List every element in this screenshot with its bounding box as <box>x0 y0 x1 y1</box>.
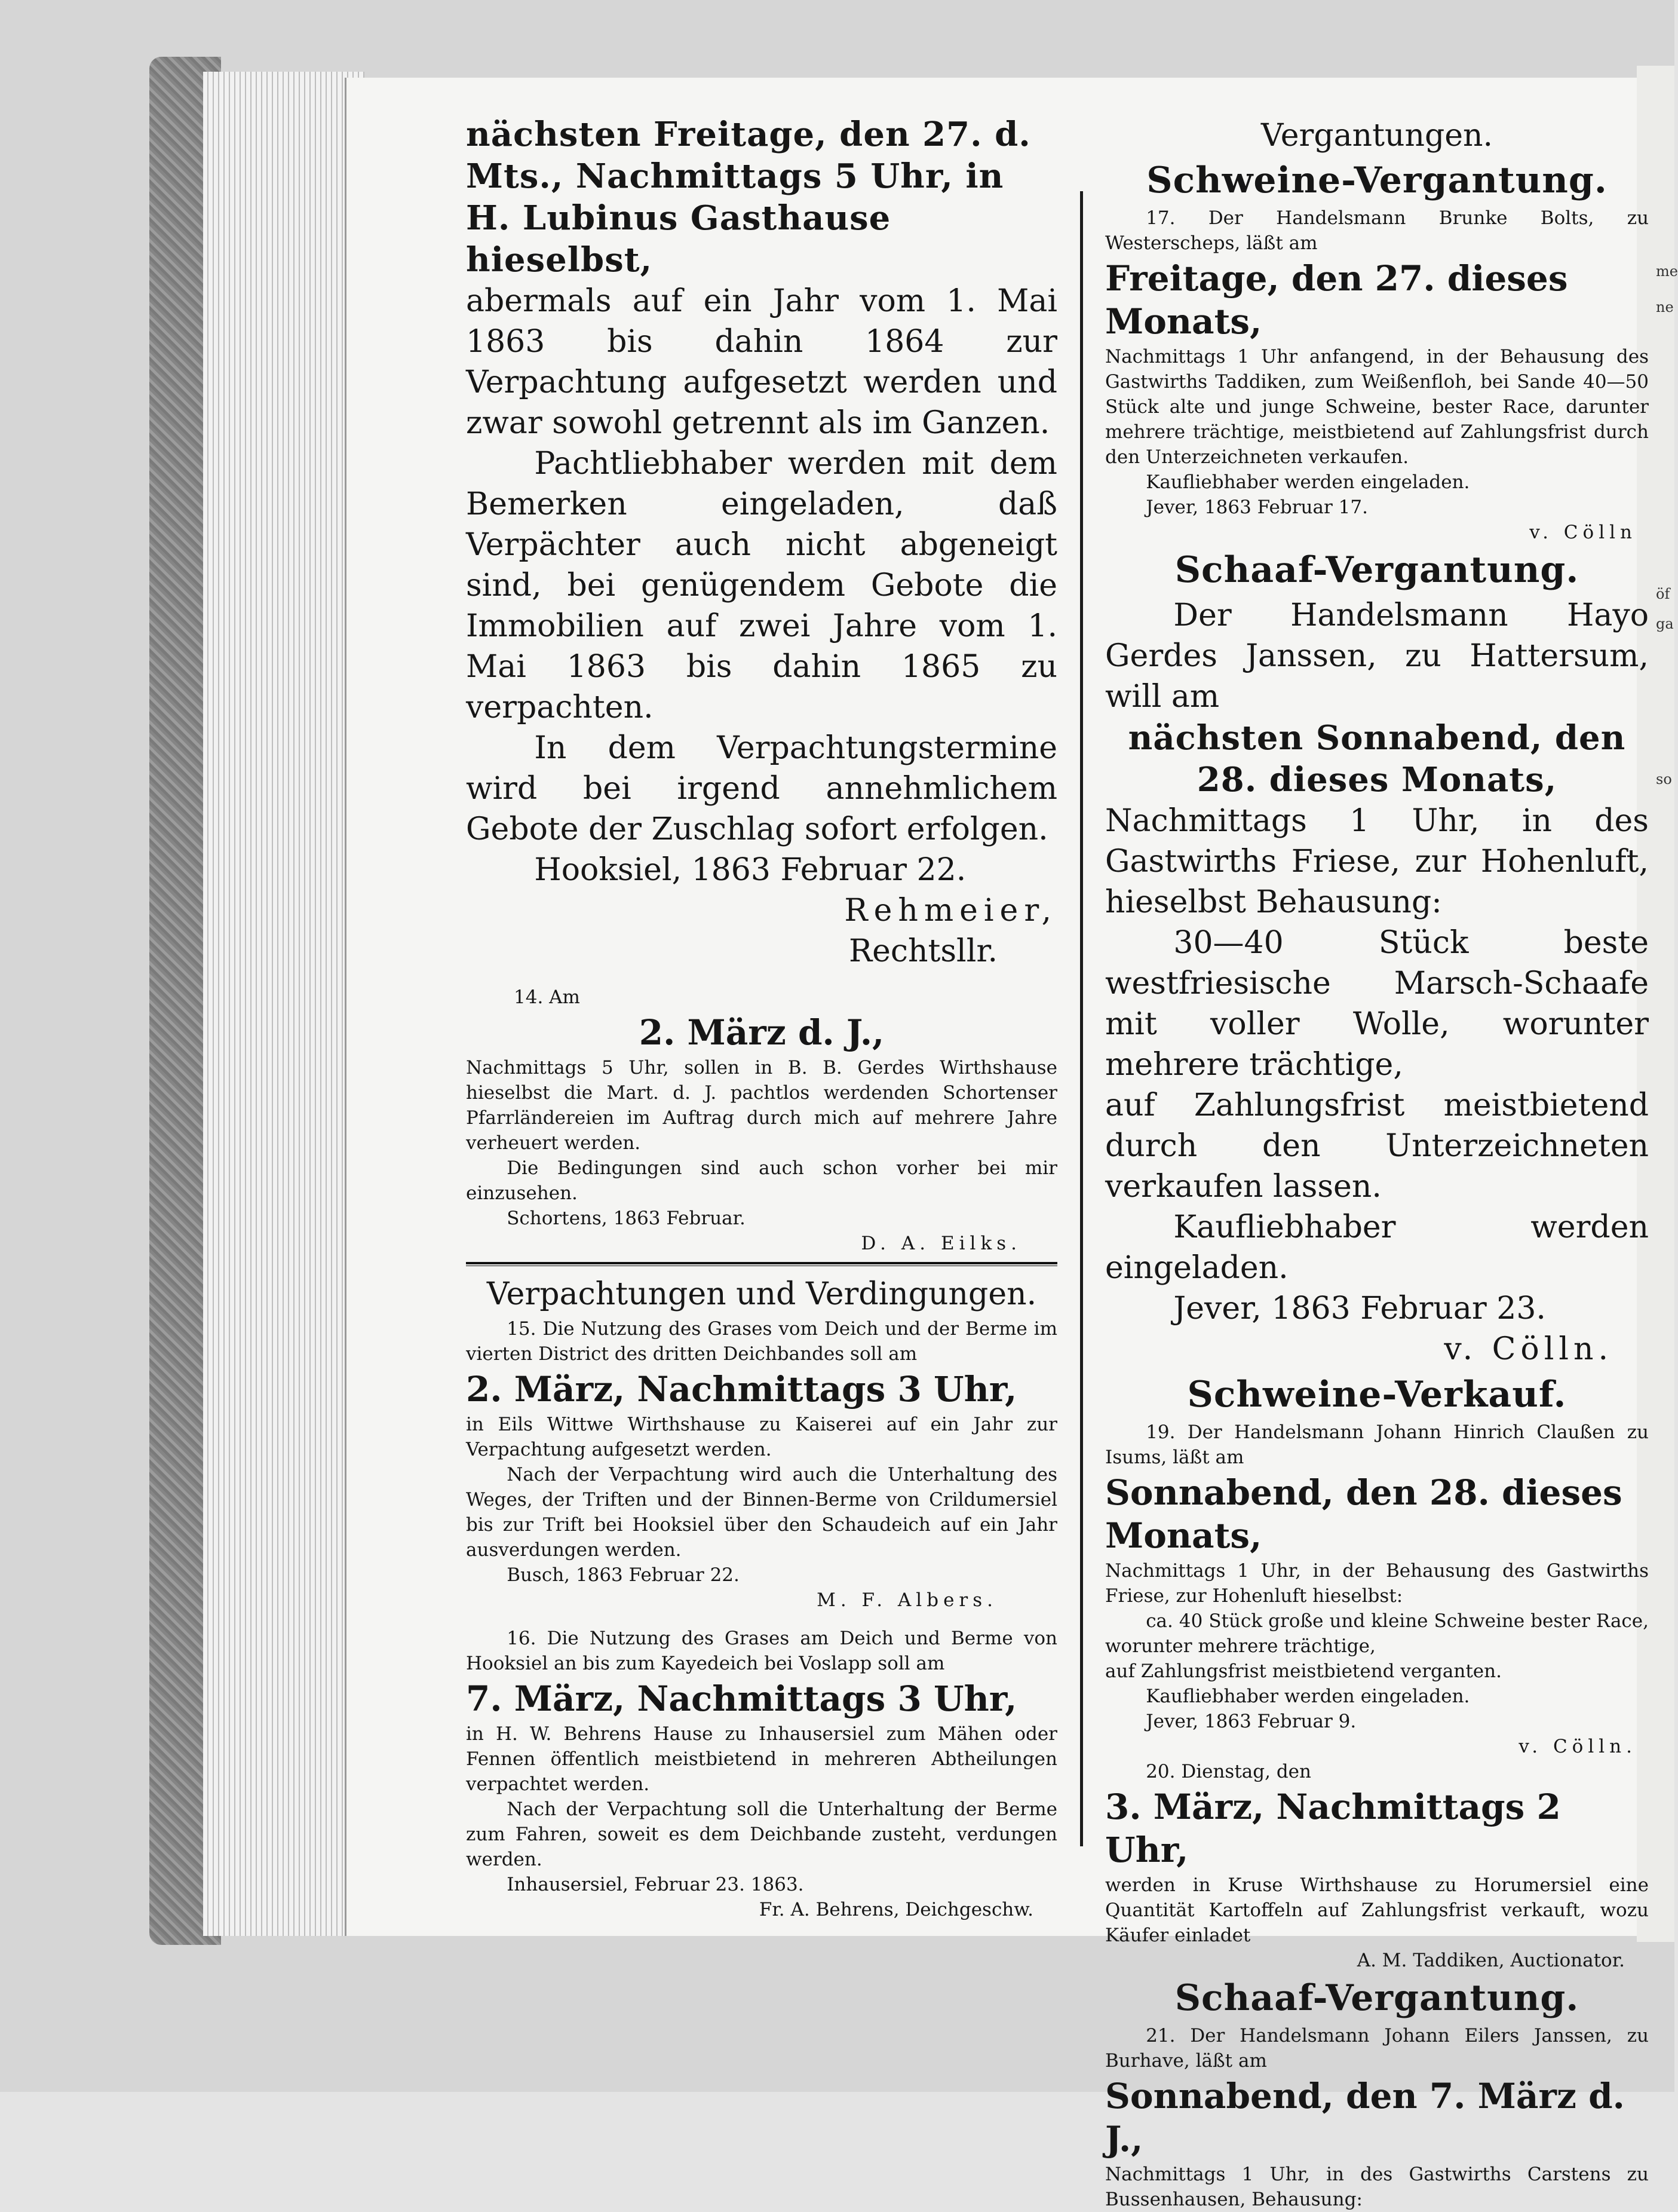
gutter-fragment: öf <box>1656 586 1670 602</box>
notice-date: Sonnabend, den 28. dieses Monats, <box>1105 1472 1622 1556</box>
notice-date: Sonnabend, den 7. März d. J., <box>1105 2076 1625 2159</box>
notice-text: auf Zahlungsfrist meistbietend durch den Unterzeichneten verkaufen lassen. <box>1105 1087 1649 1205</box>
notice-text: Die Bedingungen sind auch schon vorher bei mir einzusehen. <box>466 1157 1057 1204</box>
notice-signature: A. M. Taddiken, Auctionator. <box>1357 1950 1625 1971</box>
right-column <box>1105 114 1649 2210</box>
notice-place-date: Hooksiel, 1863 Februar 22. <box>534 852 967 888</box>
notice-title: Schweine-Verkauf. <box>1187 1374 1567 1416</box>
notice-text: Kaufliebhaber werden eingeladen. <box>1146 1686 1470 1707</box>
notice-place-date: Jever, 1863 Februar 17. <box>1146 497 1368 518</box>
notice-text: auf Zahlungsfrist meistbietend verganten. <box>1105 1660 1502 1682</box>
notice-number: 14. Am <box>514 986 580 1008</box>
notice-text: 19. Der Handelsmann Johann Hinrich Claußen zu Isums, läßt am <box>1105 1421 1649 1468</box>
notice-text: Kaufliebhaber werden eingeladen. <box>1146 471 1470 493</box>
notice-date-line: H. Lubinus Gasthause hieselbst, <box>466 198 891 280</box>
notice-date-line: nächsten Sonnabend, den <box>1128 718 1626 758</box>
notice-signature: v. Cölln. <box>1519 1736 1637 1757</box>
notice-text: ca. 40 Stück große und kleine Schweine bester Race, worunter mehrere trächtige, <box>1105 1610 1649 1657</box>
notice-title: Schaaf-Vergantung. <box>1174 549 1579 591</box>
section-heading: Verpachtungen und Verdingungen. <box>486 1276 1037 1312</box>
notice-text: Nachmittags 1 Uhr, in der Behausung des Gastwirths Friese, zur Hohenluft hieselbst: <box>1105 1560 1649 1607</box>
notice-text: 20. Dienstag, den <box>1146 1761 1311 1782</box>
notice-signature: v. Cölln. <box>1444 1331 1613 1367</box>
page-edges <box>203 72 364 1936</box>
notice-text: 16. Die Nutzung des Grases am Deich und Berme von Hooksiel an bis zum Kayedeich bei Voslapp soll am <box>466 1628 1057 1674</box>
notice-text: Pachtliebhaber werden mit dem Bemerken eingeladen, daß Verpächter auch nicht abgeneigt sind, bei genügendem Gebote die Immobilien auf zwei Jahre vom 1. Mai 1863 bis dahin 1865 zu verpachten. <box>466 446 1057 725</box>
notice-text: 17. Der Handelsmann Brunke Bolts, zu Westerscheps, läßt am <box>1105 207 1649 254</box>
notice-text: Nach der Verpachtung wird auch die Unterhaltung des Weges, der Triften und der Binnen-Berme von Crildumersiel bis zur Trift bei Hooksiel über den Schaudeich auf ein Jahr ausverdungen werden. <box>466 1464 1057 1561</box>
notice-place-date: Inhausersiel, Februar 23. 1863. <box>507 1874 804 1895</box>
notice-text: 21. Der Handelsmann Johann Eilers Janssen, zu Burhave, läßt am <box>1105 2025 1649 2072</box>
section-heading: Vergantungen. <box>1260 118 1493 154</box>
gutter-fragment: so <box>1656 771 1672 788</box>
column-divider <box>1080 191 1083 1846</box>
notice-signature: D. A. Eilks. <box>861 1233 1021 1254</box>
notice-signature: Rehmeier, <box>844 893 1057 929</box>
notice-text: werden in Kruse Wirthshause zu Horumersiel eine Quantität Kartoffeln auf Zahlungsfrist verkauft, wozu Käufer einladet <box>1105 1874 1649 1946</box>
notice-date: 7. März, Nachmittags 3 Uhr, <box>466 1678 1017 1719</box>
notice-date-line: nächsten Freitage, den 27. d. <box>466 115 1031 154</box>
gutter-fragment: ga <box>1656 615 1674 632</box>
notice-date: 3. März, Nachmittags 2 Uhr, <box>1105 1787 1561 1870</box>
notice-text: abermals auf ein Jahr vom 1. Mai 1863 bis dahin 1864 zur Verpachtung aufgesetzt werden und zwar sowohl getrennt als im Ganzen. <box>466 283 1057 441</box>
notice-date-line: Mts., Nachmittags 5 Uhr, in <box>466 157 1004 196</box>
notice-text: Der Handelsmann Hayo Gerdes Janssen, zu Hattersum, will am <box>1105 598 1649 715</box>
notice-place-date: Jever, 1863 Februar 23. <box>1173 1291 1546 1326</box>
notice-text: Nachmittags 1 Uhr, in des Gastwirths Friese, zur Hohenluft, hieselbst Behausung: <box>1105 803 1649 920</box>
notice-text: Nachmittags 1 Uhr, in des Gastwirths Carstens zu Bussenhausen, Behausung: <box>1105 2164 1649 2210</box>
notice-text: Nach der Verpachtung soll die Unterhaltung der Berme zum Fahren, soweit es dem Deichbande zusteht, verdungen werden. <box>466 1799 1057 1870</box>
notice-title: Schaaf-Vergantung. <box>1174 1977 1579 2019</box>
notice-signature: Fr. A. Behrens, Deichgeschw. <box>759 1899 1033 1920</box>
notice-text: 30—40 Stück beste westfriesische Marsch-Schaafe mit voller Wolle, worunter mehrere trächtige, <box>1105 925 1649 1083</box>
notice-text: Nachmittags 5 Uhr, sollen in B. B. Gerdes Wirthshause hieselbst die Mart. d. J. pachtlos werdenden Schortenser Pfarrländereien im Auftrag durch mich auf mehrere Jahre verheuert werden. <box>466 1057 1057 1154</box>
gutter-fragment: ne <box>1656 299 1674 315</box>
notice-text: Nachmittags 1 Uhr anfangend, in der Behausung des Gastwirths Taddiken, zum Weißenfloh, bei Sande 40—50 Stück alte und junge Schweine, bester Race, darunter mehrere trächtige, meistbietend auf Zahlungsfrist durch den Unterzeichneten verkaufen. <box>1105 346 1649 468</box>
notice-place-date: Schortens, 1863 Februar. <box>507 1208 746 1229</box>
notice-date: 2. März d. J., <box>639 1012 885 1053</box>
notice-date: 2. März, Nachmittags 3 Uhr, <box>466 1369 1017 1410</box>
notice-place-date: Busch, 1863 Februar 22. <box>507 1564 740 1586</box>
notice-date-line: 28. dieses Monats, <box>1197 760 1557 799</box>
gutter-fragment: me <box>1656 263 1678 280</box>
notice-place-date: Jever, 1863 Februar 9. <box>1146 1711 1357 1732</box>
notice-text: in H. W. Behrens Hause zu Inhausersiel zum Mähen oder Fennen öffentlich meistbietend in mehreren Abtheilungen verpachtet werden. <box>466 1723 1057 1795</box>
section-rule <box>466 1262 1057 1264</box>
left-column <box>466 114 1057 1920</box>
notice-text: 15. Die Nutzung des Grases vom Deich und der Berme im vierten District des dritten Deichbandes soll am <box>466 1318 1057 1365</box>
notice-date: Freitage, den 27. dieses Monats, <box>1105 258 1568 342</box>
notice-signature: v. Cölln <box>1529 522 1637 543</box>
notice-text: In dem Verpachtungstermine wird bei irgend annehmlichem Gebote der Zuschlag sofort erfolgen. <box>466 730 1057 847</box>
notice-text: Kaufliebhaber werden eingeladen. <box>1105 1209 1649 1286</box>
notice-signature: M. F. Albers. <box>817 1589 998 1611</box>
notice-text: in Eils Wittwe Wirthshause zu Kaiserei auf ein Jahr zur Verpachtung aufgesetzt werden. <box>466 1414 1057 1460</box>
notice-signature-title: Rechtsllr. <box>848 933 998 969</box>
notice-title: Schweine-Vergantung. <box>1146 160 1608 201</box>
